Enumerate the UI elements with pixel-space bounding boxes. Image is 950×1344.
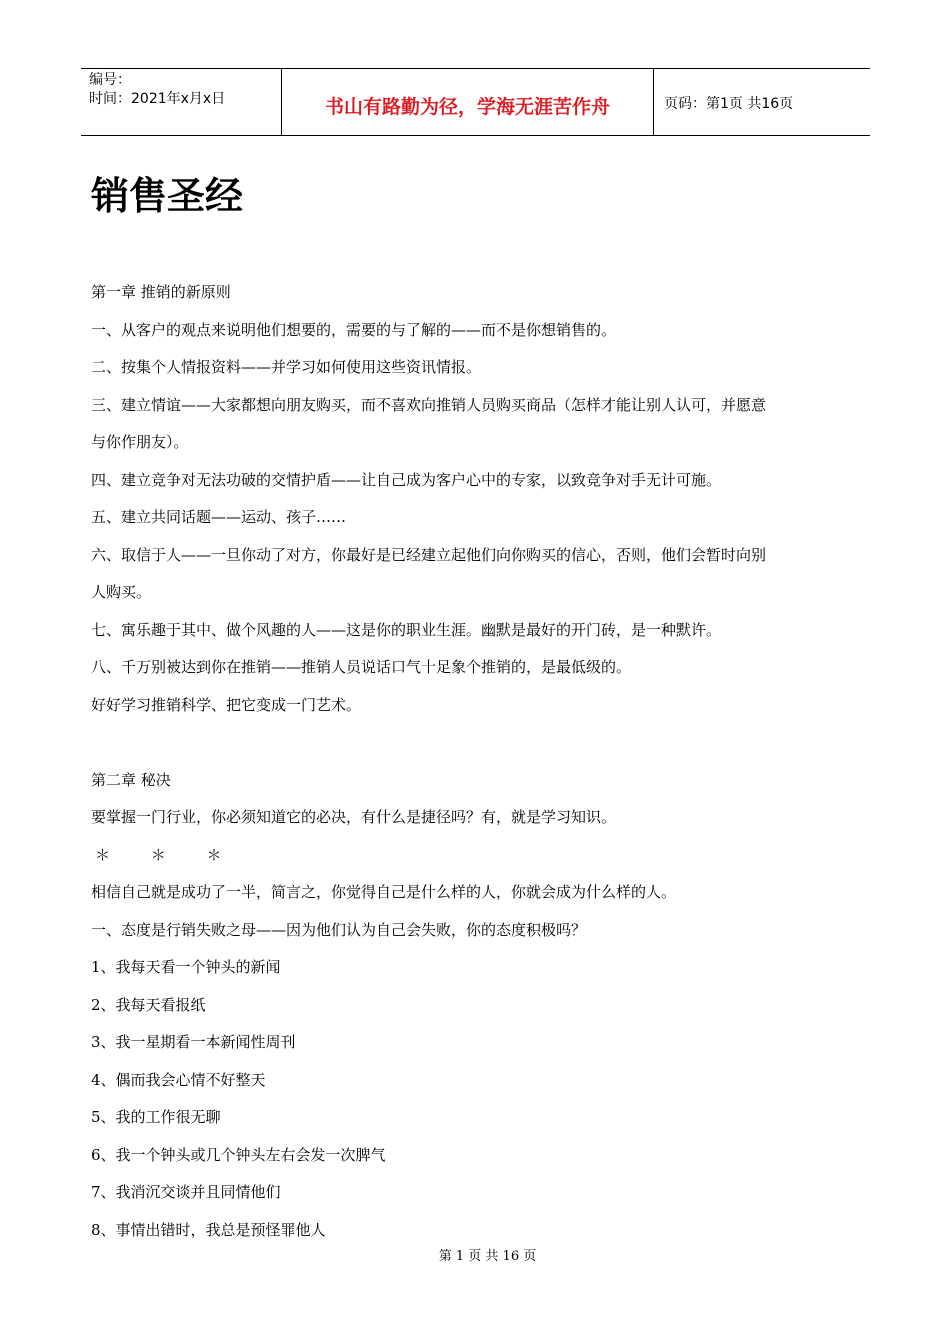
list-item: 4、偶而我会心情不好整天 xyxy=(91,1070,266,1089)
paragraph: 八、千万别被达到你在推销——推销人员说话口气十足象个推销的，是最低级的。 xyxy=(91,658,632,676)
list-item: 7、我消沉交谈并且同情他们 xyxy=(91,1183,281,1201)
paragraph: 相信自己就是成功了一半，简言之，你觉得自己是什么样的人，你就会成为什么样的人。 xyxy=(91,883,677,901)
chapter-2-heading: 第二章 秘决 xyxy=(91,770,171,789)
paragraph: 六、取信于人——一旦你动了对方，你最好是已经建立起他们向你购买的信心，否则，他们会暂时向别 xyxy=(91,545,767,564)
paragraph: 一、从客户的观点来说明他们想要的，需要的与了解的——而不是你想销售的。 xyxy=(91,320,617,339)
document-body xyxy=(91,277,861,1252)
document-time-label: 时间：2021年x月x日 xyxy=(89,91,226,107)
paragraph: 二、按集个人情报资料——并学习如何使用这些资讯情报。 xyxy=(91,358,482,376)
paragraph: 七、寓乐趣于其中、做个风趣的人——这是你的职业生涯。幽默是最好的开门砖，是一种默许。 xyxy=(91,620,722,639)
page-footer: 第 1 页 共 16 页 xyxy=(438,1249,537,1264)
chapter-1-heading: 第一章 推销的新原则 xyxy=(91,283,231,301)
paragraph: 人购买。 xyxy=(91,583,152,601)
list-item: 5、我的工作很无聊 xyxy=(91,1108,221,1126)
paragraph: 与你作朋友）。 xyxy=(91,433,189,451)
section-spacer xyxy=(91,727,861,765)
paragraph: 五、建立共同话题——运动、孩子…… xyxy=(91,508,347,526)
list-item: 3、我一星期看一本新闻性周刊 xyxy=(91,1033,296,1051)
list-item: 1、我每天看一个钟头的新闻 xyxy=(91,958,281,976)
header-left-cell xyxy=(81,69,282,135)
paragraph: 好好学习推销科学、把它变成一门艺术。 xyxy=(91,695,362,714)
list-item: 6、我一个钟头或几个钟头左右会发一次脾气 xyxy=(91,1145,386,1164)
header-motto: 书山有路勤为径，学海无涯苦作舟 xyxy=(282,69,654,135)
paragraph: 一、态度是行销失败之母——因为他们认为自己会失败，你的态度积极吗？ xyxy=(91,920,587,939)
list-item: 8、事情出错时，我总是预怪罪他人 xyxy=(91,1220,326,1239)
header-table xyxy=(81,68,870,136)
document-number-label: 编号： xyxy=(89,72,131,88)
paragraph: 三、建立情谊——大家都想向朋友购买，而不喜欢向推销人员购买商品（怎样才能让别人认可，并愿意 xyxy=(91,395,767,414)
document-title: 销售圣经 xyxy=(91,174,244,218)
list-item: 2、我每天看报纸 xyxy=(91,995,206,1014)
paragraph: 要掌握一门行业，你必须知道它的必决，有什么是捷径吗？有，就是学习知识。 xyxy=(91,808,617,826)
paragraph: 四、建立竞争对无法功破的交情护盾——让自己成为客户心中的专家，以致竞争对手无计可施。 xyxy=(91,470,722,489)
star-separator: ＊ ＊ ＊ xyxy=(95,845,240,864)
header-page-info: 页码：第1页 共16页 xyxy=(664,96,794,112)
